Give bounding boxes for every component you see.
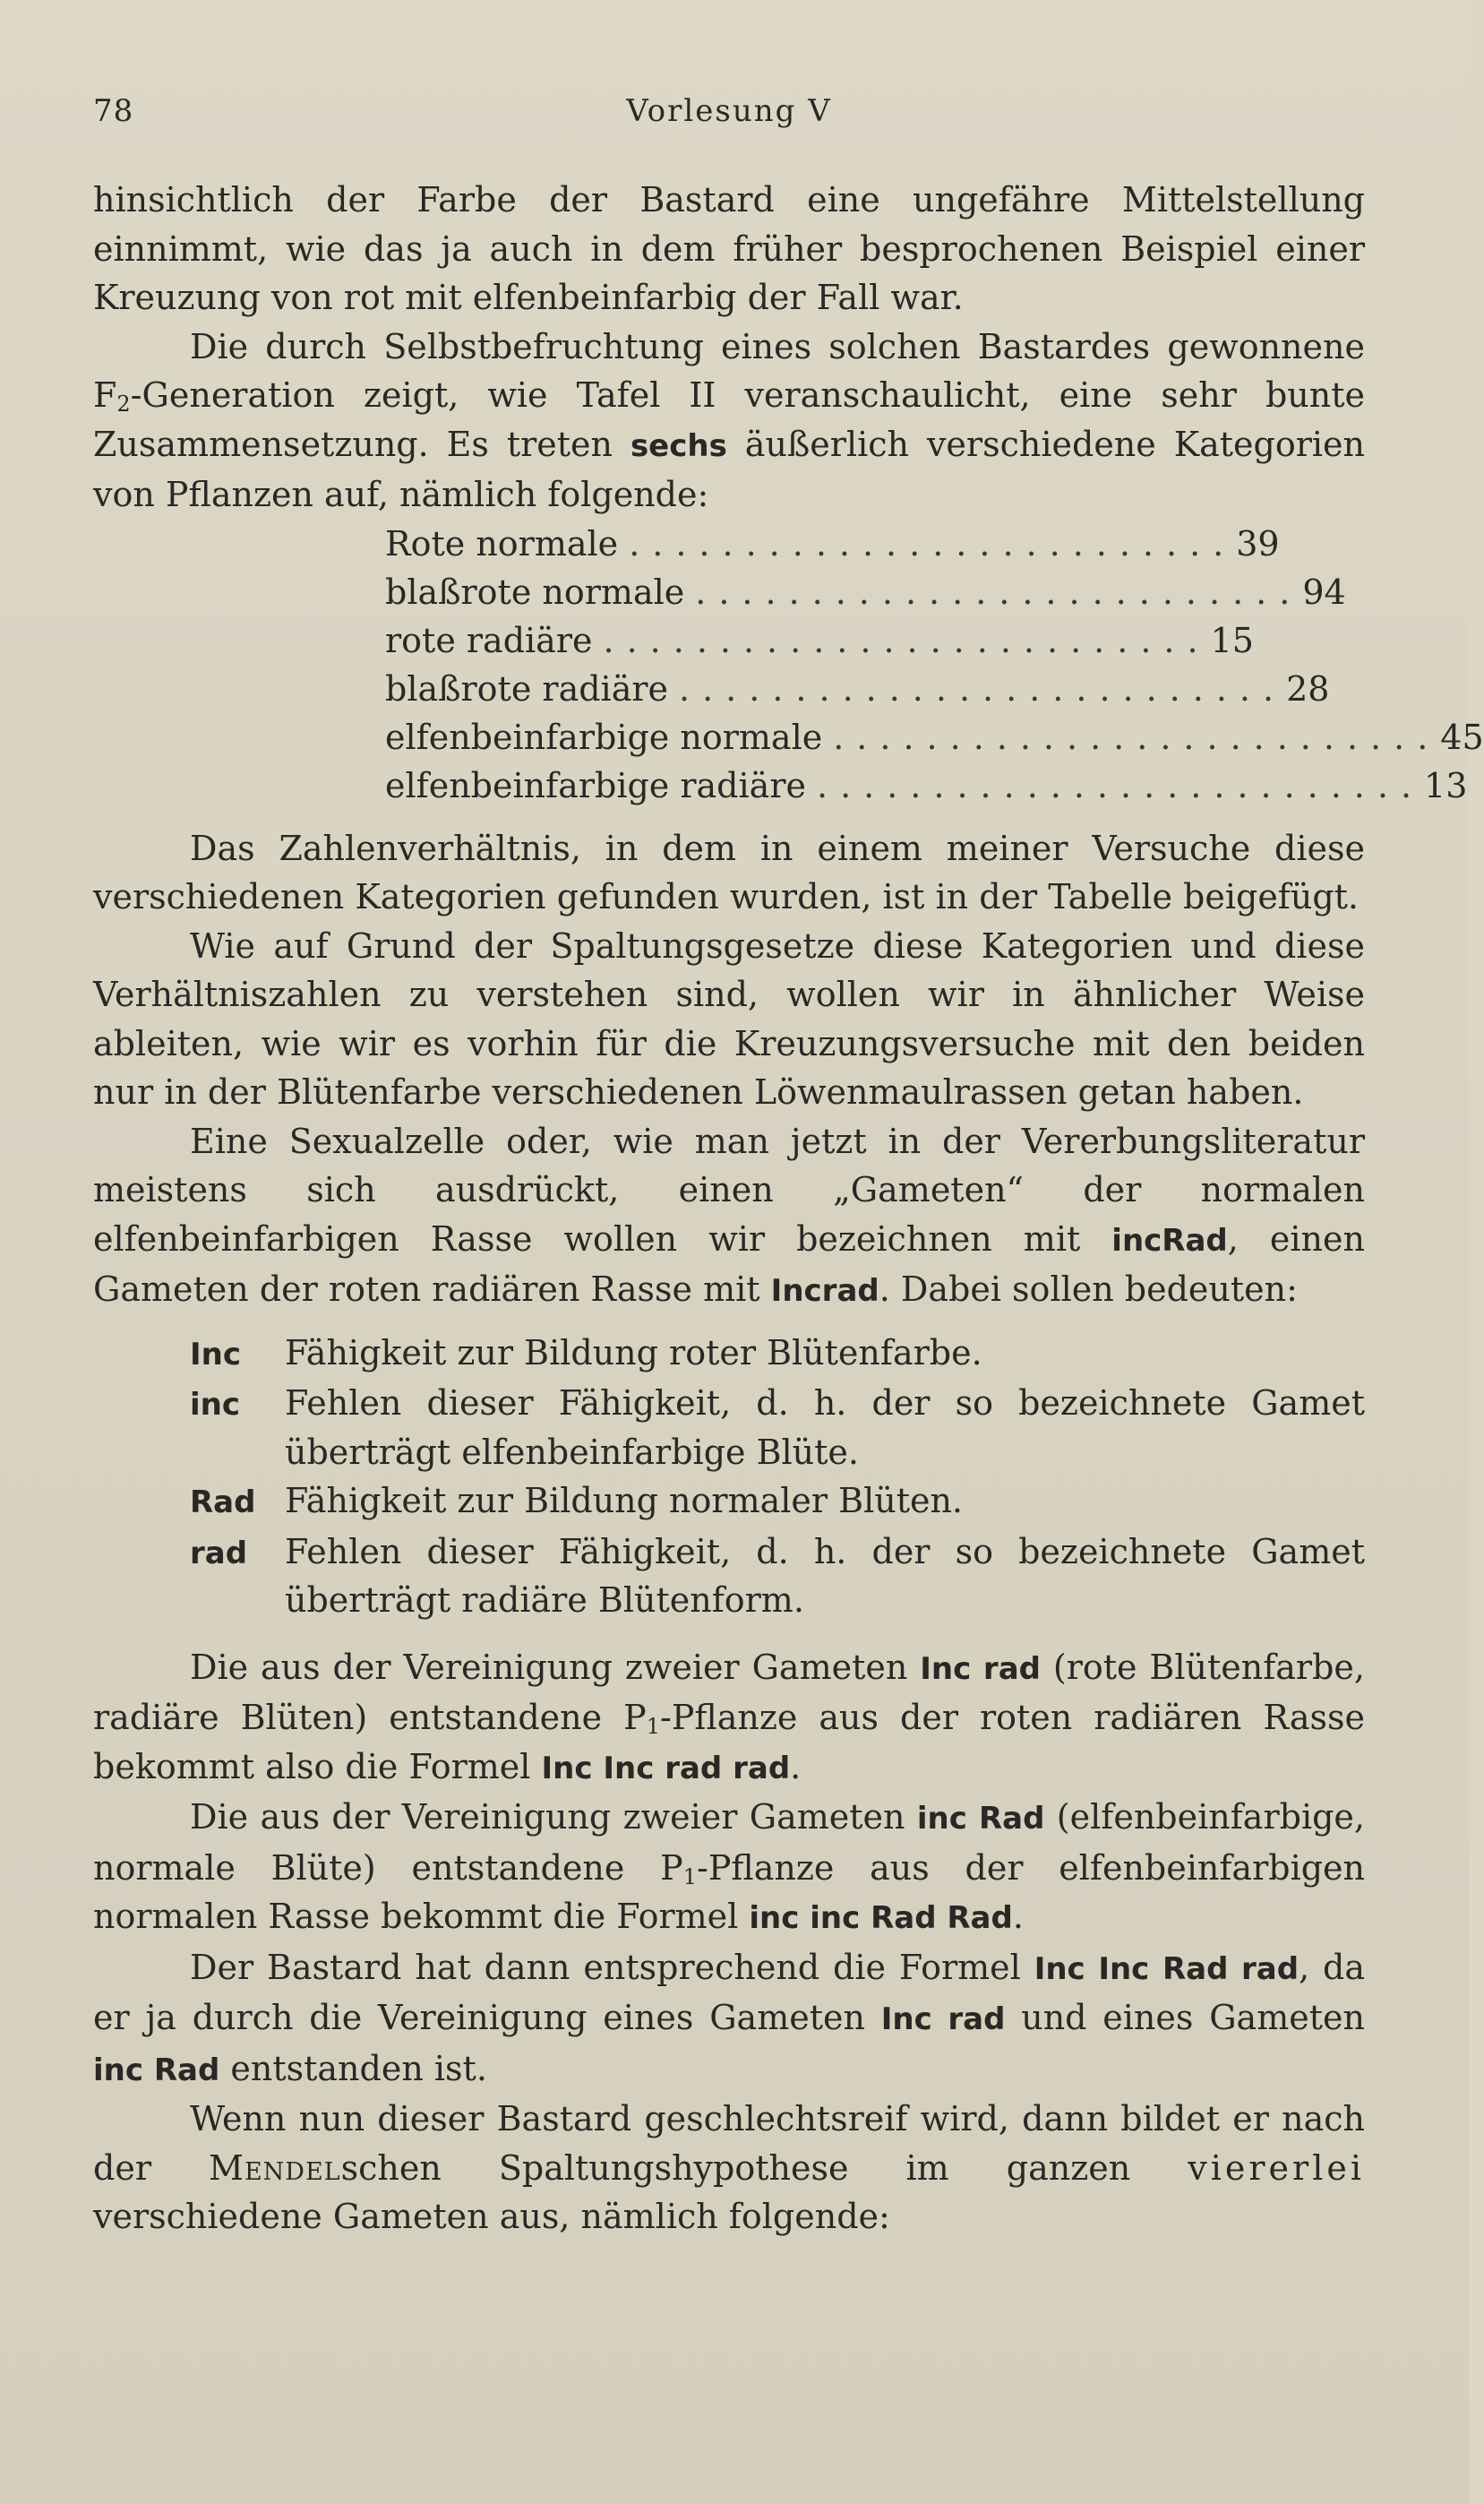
definition-item [93, 1476, 1365, 1527]
paragraph-6: Die aus der Vereinigung zweier Gameten Inc rad (rote Blütenfarbe, radiäre Blüten) entstandene $P_1$-Pflanze aus der roten radiären Rasse bekommt also die Formel Inc Inc rad rad. [93, 1647, 1365, 1786]
definition-key: rad [190, 1535, 248, 1571]
category-count: 13 [1424, 765, 1468, 805]
definition-list [93, 1329, 1365, 1625]
table-row: elfenbeinfarbige normale .......................... 45 [385, 713, 1157, 762]
gamete-formula: incRad [1111, 1222, 1228, 1259]
definition-text: Fähigkeit zur Bildung roter Blütenfarbe. [285, 1332, 982, 1372]
category-table [385, 520, 1484, 810]
hybrid-formula: Inc Inc Rad rad [1034, 1950, 1300, 1987]
definition-key: Rad [190, 1484, 256, 1520]
definition-item [93, 1329, 1365, 1380]
definition-text: Fähigkeit zur Bildung normaler Blüten. [285, 1481, 964, 1520]
category-count: 15 [1210, 620, 1254, 660]
category-label: blaßrote radiäre [385, 668, 669, 709]
category-label: Rote normale [385, 523, 619, 564]
table-row: rote radiäre .......................... 15 [385, 616, 1157, 665]
paragraph-7: Die aus der Vereinigung zweier Gameten inc Rad (elfenbeinfarbige, normale Blüte) entstandene $P_1$-Pflanze aus der elfenbeinfarbigen normalen Rasse bekommt die Formel inc inc Rad Rad. [93, 1797, 1366, 1936]
definition-item [93, 1379, 1365, 1476]
bold-term: sechs [630, 427, 727, 464]
running-title: Vorlesung V [626, 93, 832, 129]
paragraph-2: Die durch Selbstbefruchtung eines solchen Bastardes gewonnene $F_2$-Generation zeigt, wie Tafel II veranschaulicht, eine sehr bunte Zusammensetzung. Es treten sechs äußerlich verschiedene Kategorien von Pflanzen auf, nämlich folgende: [93, 326, 1365, 514]
definition-text: Fehlen dieser Fähigkeit, d. h. der so bezeichnete Gamet überträgt radiäre Blütenform. [285, 1531, 1365, 1620]
author-name: Mendel [209, 2147, 341, 2188]
plant-formula: Inc Inc rad rad [541, 1750, 791, 1786]
category-count: 45 [1440, 717, 1484, 757]
definition-key: Inc [190, 1336, 242, 1372]
table-row: Rote normale .......................... 39 [385, 520, 1157, 568]
gamete-formula: Inc rad [880, 2001, 1006, 2037]
table-row: blaßrote radiäre .......................... 28 [385, 665, 1157, 713]
category-count: 39 [1236, 523, 1280, 564]
gamete-formula: inc Rad [916, 1801, 1045, 1837]
page-body [93, 176, 1484, 2242]
gamete-formula: inc Rad [93, 2052, 220, 2088]
page-header [93, 93, 1365, 138]
plant-formula: inc inc Rad Rad [749, 1900, 1013, 1936]
category-label: elfenbeinfarbige radiäre [385, 765, 806, 805]
category-count: 94 [1302, 572, 1346, 612]
paragraph-8: Der Bastard hat dann entsprechend die Formel Inc Inc Rad rad, da er ja durch die Vereinigung eines Gameten Inc rad und eines Gameten inc Rad entstanden ist. [93, 1947, 1365, 2088]
definition-key: inc [190, 1387, 241, 1423]
definition-text: Fehlen dieser Fähigkeit, d. h. der so bezeichnete Gamet überträgt elfenbeinfarbige Blüte. [285, 1383, 1365, 1472]
category-count: 28 [1286, 668, 1330, 709]
table-row: elfenbeinfarbige radiäre .......................... 13 [385, 762, 1157, 810]
definition-item [93, 1527, 1365, 1625]
spaced-emphasis: viererlei [1188, 2147, 1365, 2188]
paragraph-3: Das Zahlenverhältnis, in dem in einem meiner Versuche diese verschiedenen Kategorien gefunden wurden, ist in der Tabelle beigefügt. [93, 828, 1365, 916]
gamete-formula: Incrad [770, 1273, 879, 1309]
paragraph-5: Eine Sexualzelle oder, wie man jetzt in der Vererbungsliteratur meistens sich ausdrückt, einen „Gameten“ der normalen elfenbeinfarbigen Rasse wollen wir bezeichnen mit incRad, einen Gameten der roten radiären Rasse mit Incrad. Dabei sollen bedeuten: [93, 1121, 1365, 1309]
gamete-formula: Inc rad [920, 1650, 1041, 1687]
category-label: elfenbeinfarbige normale [385, 717, 823, 757]
paragraph-1: hinsichtlich der Farbe der Bastard eine ungefähre Mittelstellung einnimmt, wie das ja auch in dem früher besprochenen Beispiel einer Kreuzung von rot mit elfenbeinfarbig der Fall war. [93, 180, 1365, 317]
page-number: 78 [93, 93, 134, 129]
category-label: blaßrote normale [385, 572, 685, 612]
paragraph-4: Wie auf Grund der Spaltungsgesetze diese Kategorien und diese Verhältniszahlen zu verstehen sind, wollen wir in ähnlicher Weise ableiten, wie wir es vorhin für die Kreuzungsversuche mit den beiden nur in der Blütenfarbe verschiedenen Löwenmaulrassen getan haben. [93, 925, 1365, 1112]
paragraph-9: Wenn nun dieser Bastard geschlechtsreif wird, dann bildet er nach der Mendelschen Spaltungshypothese im ganzen viererlei verschiedene Gameten aus, nämlich folgende: [93, 2099, 1365, 2236]
table-row: blaßrote normale .......................... 94 [385, 568, 1157, 616]
category-label: rote radiäre [385, 620, 593, 660]
